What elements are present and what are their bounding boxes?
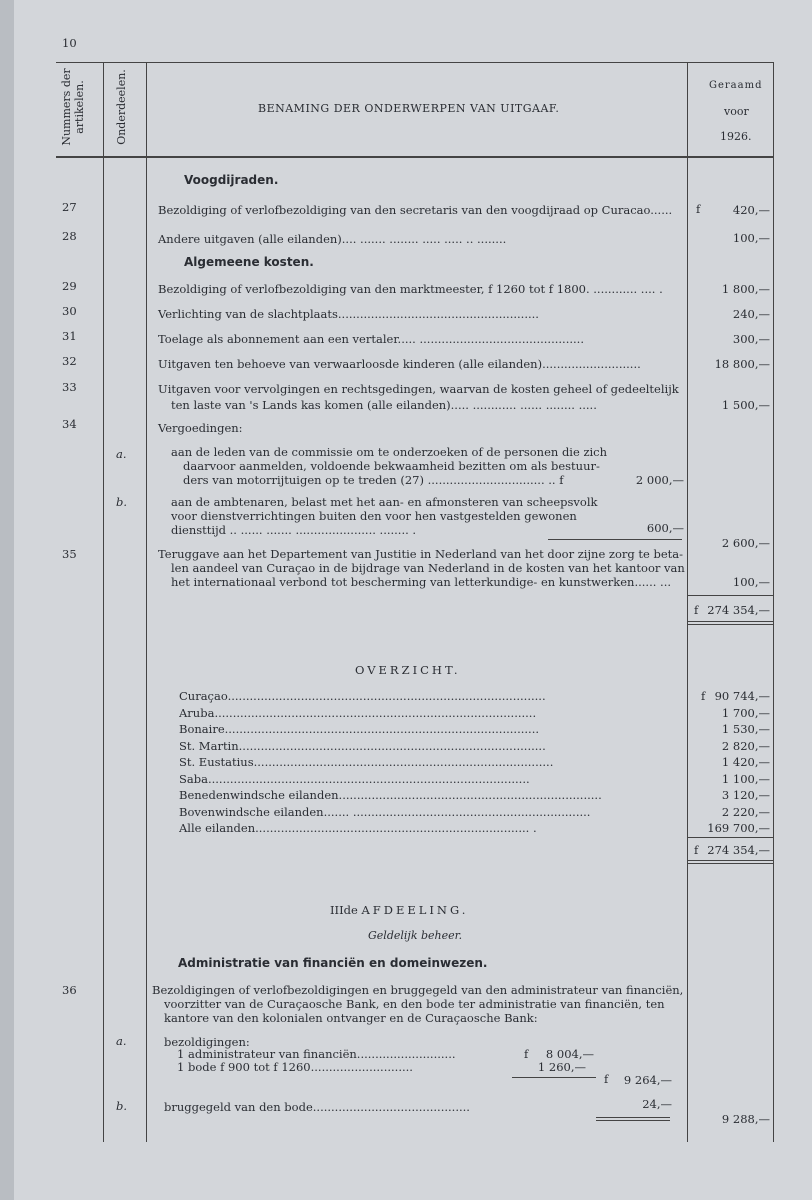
overzicht-island (179, 739, 679, 753)
article-number: 30 (62, 304, 77, 318)
overzicht-amount: 1 100,— (721, 771, 770, 786)
leader-dots: ........................................................................................ (214, 705, 537, 720)
overzicht-title: OVERZICHT. (355, 663, 461, 677)
overzicht-row (0, 689, 812, 705)
sub-amount: 9 264,— (623, 1073, 672, 1087)
overzicht-row (0, 755, 812, 771)
subtotal-rule (596, 1120, 670, 1121)
afdeeling-word: AFDEELING. (361, 903, 469, 917)
leader-dots: ....... ................................................................. (323, 804, 591, 819)
article-number: 33 (62, 380, 77, 394)
row-text: daarvoor aanmelden, voldoende bekwaamheid bezitten om als bestuur- (183, 459, 600, 473)
florin-sign: f (694, 603, 699, 617)
row-text: Uitgaven ten behoeve van verwaarloosde kinderen (alle eilanden)........................... (158, 357, 641, 371)
amount: 9 288,— (721, 1112, 770, 1126)
row-text: kantore van den kolonialen ontvanger en de Curaçaosche Bank: (164, 1011, 538, 1025)
amount: 100,— (732, 231, 770, 245)
row-text: Uitgaven voor vervolgingen en rechtsgedingen, waarvan de kosten geheel of gedeeltelijk (158, 382, 679, 396)
overzicht-total: 274 354,— (707, 843, 770, 857)
overzicht-amount: 2 220,— (721, 804, 770, 819)
leader-dots: ........................................................................................ (207, 771, 530, 786)
total-rule-double (687, 860, 773, 861)
amount: 100,— (732, 575, 770, 589)
header-rule (56, 156, 774, 158)
row-text: Bezoldiging of verlofbezoldiging van den marktmeester, f 1260 tot f 1800. ............ .... . (158, 282, 663, 296)
leader-dots: .................................................................................... (238, 738, 546, 753)
overzicht-island (179, 821, 679, 835)
row-text: ders van motorrijtuigen op te treden (27) ................................ .. f (183, 473, 564, 487)
page-edge (0, 0, 14, 1200)
amount: 420,— (732, 203, 770, 217)
amount: 300,— (732, 332, 770, 346)
header-col-onderdeelen: Onderdeelen. (115, 69, 128, 145)
overzicht-row (0, 788, 812, 804)
subtotal-rule (548, 539, 682, 540)
article-number: 36 (62, 983, 77, 997)
overzicht-amount: 90 744,— (714, 689, 770, 703)
overzicht-row (0, 706, 812, 722)
overzicht-island-name: Saba (179, 771, 208, 786)
leader-dots: ....................................................................................... (227, 689, 546, 703)
overzicht-island-name: St. Eustatius (179, 755, 254, 769)
florin-sign: f (524, 1047, 529, 1061)
article-number: 29 (62, 279, 77, 293)
row-text: bezoldigingen: (164, 1035, 250, 1049)
overzicht-row (0, 821, 812, 837)
leader-dots: ........................................................................... . (255, 821, 537, 835)
article-number: 27 (62, 200, 77, 214)
col-divider-4 (773, 62, 774, 1142)
florin-sign: f (694, 843, 699, 857)
sub-amount: 600,— (646, 521, 684, 535)
overzicht-island-name: Benedenwindsche eilanden (179, 788, 339, 802)
row-text: Toelage als abonnement aan een vertaler..... ............................................. (158, 332, 584, 346)
overzicht-row (0, 805, 812, 821)
row-text: len aandeel van Curaçao in de bijdrage van Nederland in de kosten van het kantoor van (171, 561, 685, 575)
sub-amount: 2 000,— (635, 473, 684, 487)
row-text: Bezoldigingen of verlofbezoldigingen en bruggegeld van den administrateur van financiën, (152, 983, 684, 997)
subtotal-rule (512, 1077, 596, 1078)
article-number: 31 (62, 329, 77, 343)
overzicht-island-name: Aruba (179, 705, 215, 720)
total-rule (687, 837, 773, 838)
overzicht-island (179, 755, 679, 769)
row-text: Bezoldiging of verlofbezoldiging van den secretaris van den voogdijraad op Curacao...... (158, 203, 673, 217)
sub-amount: 1 260,— (537, 1060, 586, 1074)
row-text: aan de ambtenaren, belast met het aan- en afmonsteren van scheepsvolk (171, 495, 598, 509)
section-heading-algemeene-kosten: Algemeene kosten. (184, 255, 314, 269)
row-text: Andere uitgaven (alle eilanden).... ....... ........ ..... ..... .. ........ (158, 232, 507, 246)
overzicht-island (179, 722, 679, 736)
article-number: 28 (62, 229, 77, 243)
overzicht-amount: 1 700,— (721, 705, 770, 720)
overzicht-amount: 1 420,— (721, 755, 770, 769)
sub-item-label: a. (116, 1034, 127, 1048)
overzicht-island (179, 788, 679, 802)
overzicht-island (179, 689, 679, 703)
overzicht-row (0, 739, 812, 755)
leader-dots: ...................................................................................... (224, 722, 539, 736)
col-divider-2 (146, 62, 147, 1142)
article-number: 34 (62, 417, 77, 431)
overzicht-row (0, 772, 812, 788)
header-voor: voor (724, 105, 749, 118)
col-divider-1 (103, 62, 104, 1142)
row-text: 1 administrateur van financiën........................... (177, 1047, 456, 1061)
afdeeling-subtitle: Geldelijk beheer. (368, 929, 463, 942)
row-text: Vergoedingen: (158, 421, 243, 435)
overzicht-island (179, 706, 679, 720)
row-text: ten laste van 's Lands kas komen (alle eilanden)..... ............ ...... ........ ..... (171, 398, 597, 412)
overzicht-amount: 2 820,— (721, 738, 770, 753)
sub-amount: 24,— (642, 1097, 672, 1111)
amount: 18 800,— (714, 357, 770, 371)
header-col-benaming: BENAMING DER ONDERWERPEN VAN UITGAAF. (258, 102, 560, 115)
article-number: 32 (62, 354, 77, 368)
row-text: voorzitter van de Curaçaosche Bank, en den bode ter administratie van financiën, ten (164, 997, 665, 1011)
overzicht-amount: 3 120,— (721, 788, 770, 802)
total-rule-double (687, 621, 773, 622)
sub-amount: 8 004,— (545, 1047, 594, 1061)
header-geraamd: Geraamd (709, 80, 763, 91)
florin-sign: f (604, 1072, 609, 1086)
overzicht-island-name: Alle eilanden (179, 821, 256, 835)
afdeeling-prefix: IIIde (330, 903, 358, 917)
header-col-nummers: Nummers der artikelen. (60, 68, 86, 146)
amount: 1 500,— (721, 398, 770, 412)
section-heading-voogdijraden: Voogdijraden. (184, 173, 279, 187)
overzicht-amount: 169 700,— (707, 821, 770, 835)
afdeeling-title (330, 903, 468, 917)
overzicht-island-name: Bovenwindsche eilanden (179, 804, 324, 819)
row-text: aan de leden van de commissie om te onderzoeken of de personen die zich (171, 445, 608, 459)
overzicht-island (179, 772, 679, 786)
total-rule (687, 595, 773, 596)
col-divider-3 (687, 62, 688, 1142)
overzicht-island-name: Bonaire (179, 722, 225, 736)
leader-dots: .................................................................................. (253, 755, 554, 769)
florin-sign: f (696, 202, 701, 216)
overzicht-island-name: St. Martin (179, 738, 239, 753)
subtotal-rule (596, 1117, 670, 1118)
amount: 2 600,— (721, 536, 770, 550)
row-text: het internationaal verbond tot bescherming van letterkundige- en kunstwerken...... ... (171, 575, 672, 589)
top-rule (56, 62, 774, 63)
row-text: Verlichting van de slachtplaats....................................................... (158, 307, 539, 321)
amount: 1 800,— (721, 282, 770, 296)
section-heading-administratie: Administratie van financiën en domeinwezen. (178, 956, 488, 970)
overzicht-amount: 1 530,— (721, 722, 770, 736)
florin-sign: f (701, 689, 706, 703)
leader-dots: ........................................................................ (338, 788, 602, 802)
sub-item-label: a. (116, 447, 127, 461)
overzicht-row (0, 722, 812, 738)
page-number: 10 (62, 36, 77, 50)
sub-item-label: b. (116, 1099, 128, 1113)
row-text: Teruggave aan het Departement van Justitie in Nederland van het door zijne zorg te beta- (158, 547, 684, 561)
row-text: bruggegeld van den bode........................................... (164, 1100, 470, 1114)
overzicht-island-name: Curaçao (179, 689, 228, 703)
row-text: voor dienstverrichtingen buiten den voor hen vastgestelden gewonen (171, 509, 577, 523)
total-rule-double (687, 624, 773, 625)
article-number: 35 (62, 547, 77, 561)
grand-total: 274 354,— (707, 603, 770, 617)
row-text: 1 bode f 900 tot f 1260............................ (177, 1060, 413, 1074)
header-year: 1926. (720, 130, 752, 143)
amount: 240,— (732, 307, 770, 321)
overzicht-island (179, 805, 679, 819)
sub-item-label: b. (116, 495, 128, 509)
total-rule-double (687, 863, 773, 864)
row-text: diensttijd .. ...... ....... ...................... ........ . (171, 523, 417, 537)
